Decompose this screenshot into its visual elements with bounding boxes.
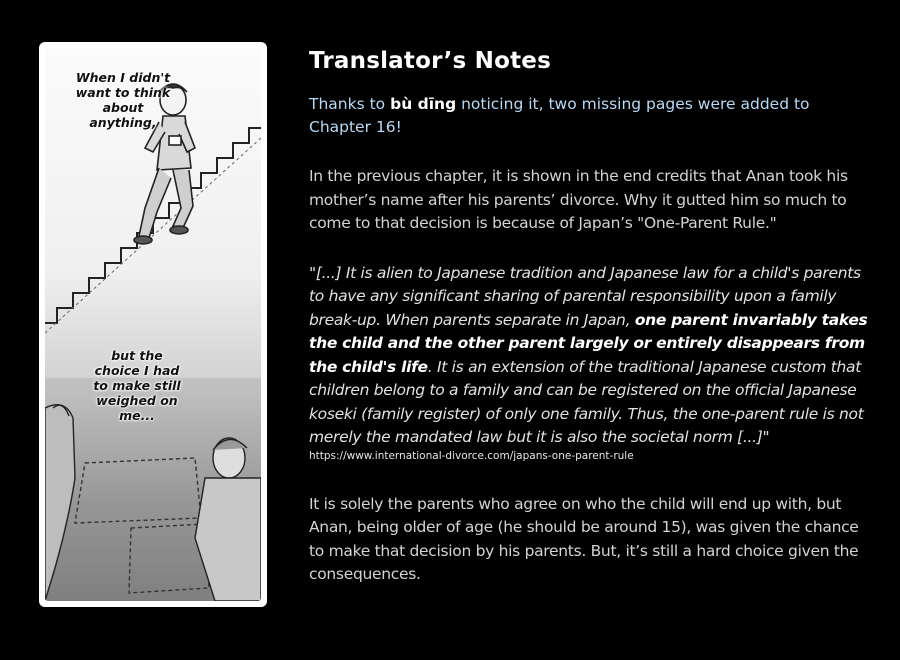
manga-panel-art — [45, 48, 261, 601]
quote-part-2: . It is an extension of the traditional Japanese custom that children belong to a family and can be registered on the official Japanese koseki (family register) of only one family. Thus, the one-parent rule is not merely the mandated law but it is also the societal norm [...]" — [309, 357, 864, 446]
speech-bubble-bottom: but the choice I had to make still weighed on me... — [93, 348, 181, 423]
speech-bubble-top: When I didn't want to think about anything, — [75, 70, 171, 130]
thanks-after: noticing it, two missing pages were added to Chapter 16! — [309, 95, 810, 136]
quote-paragraph — [309, 262, 869, 450]
manga-panel-frame — [39, 42, 267, 607]
quote-part-1: "[...] It is alien to Japanese tradition and Japanese law for a child's parents to have any significant sharing of parental responsibility upon a family break-up. When parents separate in Japan, — [309, 263, 861, 329]
intro-paragraph: In the previous chapter, it is shown in the end credits that Anan took his mother’s name after his parents’ divorce. Why it gutted him so much to come to that decision is because of Japan’s "One-Parent Rule." — [309, 167, 848, 232]
thanks-note — [309, 93, 869, 139]
notes-title: Translator’s Notes — [309, 48, 551, 74]
quote-emphasis: one parent invariably takes the child and the other parent largely or entirely disappears from the child's life — [309, 310, 868, 376]
contributor-name: bù dīng — [390, 95, 457, 113]
thanks-before: Thanks to — [309, 95, 391, 113]
source-link[interactable]: https://www.international-divorce.com/japans-one-parent-rule — [309, 449, 634, 462]
manga-illustration — [45, 48, 261, 601]
closing-paragraph: It is solely the parents who agree on who the child will end up with, but Anan, being older of age (he should be around 15), was given the chance to make that decision by his parents. But, it’s still a hard choice given the consequences. — [309, 494, 859, 583]
translator-notes — [309, 44, 869, 587]
